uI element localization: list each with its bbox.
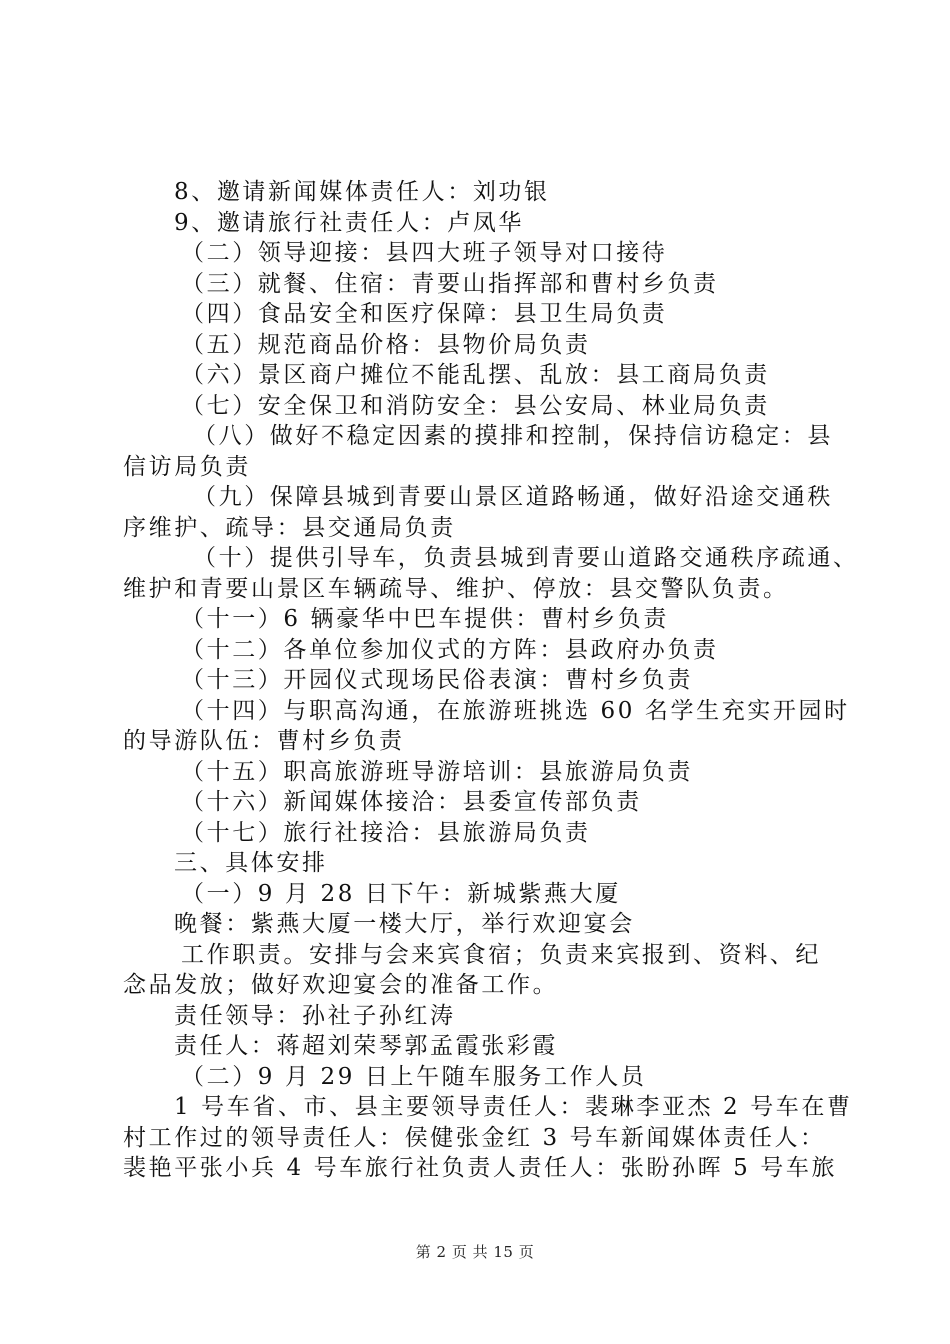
document-line: 维护和青要山景区车辆疏导、维护、停放：县交警队负责。	[123, 575, 789, 602]
document-body	[123, 177, 859, 1184]
document-line: 晚餐：紫燕大厦一楼大厅，举行欢迎宴会	[174, 911, 635, 937]
document-line: （八）做好不稳定因素的摸排和控制，保持信访稳定：县	[193, 423, 833, 449]
document-line: （十六）新闻媒体接洽：县委宣传部负责	[181, 789, 642, 815]
document-line: 三、具体安排	[174, 850, 328, 876]
document-line: 工作职责。安排与会来宾食宿；负责来宾报到、资料、纪	[181, 941, 821, 968]
document-line: 的导游队伍：曹村乡负责	[123, 728, 405, 754]
document-line: （二）领导迎接：县四大班子领导对口接待	[181, 240, 668, 266]
document-line: （二）9 月 29 日上午随车服务工作人员	[181, 1063, 647, 1090]
document-line: 9、邀请旅行社责任人：卢凤华	[174, 209, 525, 236]
document-line: （一）9 月 28 日下午：新城紫燕大厦	[181, 880, 621, 907]
page-footer: 第 2 页 共 15 页	[415, 1243, 535, 1261]
document-line: （六）景区商户摊位不能乱摆、乱放：县工商局负责	[181, 362, 770, 388]
document-line: （十）提供引导车，负责县城到青要山道路交通秩序疏通、	[193, 545, 859, 571]
document-line: 责任人：蒋超刘荣琴郭孟霞张彩霞	[174, 1033, 558, 1059]
document-line: （十四）与职高沟通，在旅游班挑选 60 名学生充实开园时	[181, 697, 850, 724]
document-line: 责任领导：孙社子孙红涛	[174, 1002, 456, 1029]
document-line: （十一）6 辆豪华中巴车提供：曹村乡负责	[181, 606, 669, 632]
document-line: 信访局负责	[123, 453, 251, 480]
document-line: 序维护、疏导：县交通局负责	[123, 514, 456, 541]
document-line: （三）就餐、住宿：青要山指挥部和曹村乡负责	[181, 270, 719, 297]
document-line: 8、邀请新闻媒体责任人：刘功银	[174, 179, 550, 205]
document-line: （七）安全保卫和消防安全：县公安局、林业局负责	[181, 392, 770, 419]
document-line: （四）食品安全和医疗保障：县卫生局负责	[181, 301, 668, 327]
document-line: （十三）开园仪式现场民俗表演：曹村乡负责	[181, 667, 693, 693]
document-line: （五）规范商品价格：县物价局负责	[181, 331, 591, 358]
document-line: 念品发放；做好欢迎宴会的准备工作。	[123, 972, 559, 998]
document-line: （十五）职高旅游班导游培训：县旅游局负责	[181, 758, 693, 785]
document-line: （十七）旅行社接洽：县旅游局负责	[181, 819, 591, 846]
document-line: 裴艳平张小兵 4 号车旅行社负责人责任人：张盼孙晖 5 号车旅	[123, 1155, 838, 1181]
document-line: （十二）各单位参加仪式的方阵：县政府办负责	[181, 636, 719, 663]
document-line: （九）保障县城到青要山景区道路畅通，做好沿途交通秩	[193, 484, 833, 510]
document-line: 1 号车省、市、县主要领导责任人：裴琳李亚杰 2 号车在曹	[174, 1094, 853, 1120]
document-line: 村工作过的领导责任人：侯健张金红 3 号车新闻媒体责任人：	[123, 1124, 826, 1151]
